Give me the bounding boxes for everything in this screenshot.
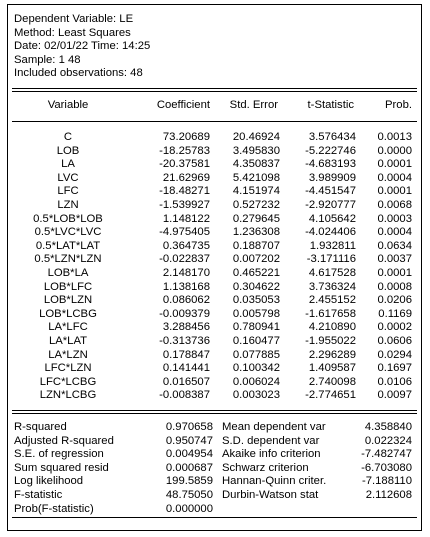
prob-cell: 0.0001: [377, 158, 412, 171]
variable-cell: 0.5*LVC*LVC: [34, 226, 102, 239]
coefficient-cell: 0.178847: [162, 348, 210, 361]
coefficient-cell: 3.288456: [162, 321, 210, 334]
prob-cell: 0.0068: [377, 198, 412, 211]
stat-value: -7.482747: [361, 448, 412, 461]
std-error-cell: 0.077885: [232, 348, 280, 361]
stat-label: Durbin-Watson stat: [222, 488, 319, 501]
variable-cell: C: [63, 131, 73, 143]
std-error-cell: 5.421098: [232, 171, 280, 184]
coefficient-cell: 1.148122: [162, 212, 210, 225]
t-statistic-cell: 4.210890: [308, 321, 356, 334]
coefficient-cell: 0.141441: [162, 362, 210, 375]
std-error-cell: 4.151974: [232, 185, 280, 198]
variable-cell: LOB: [56, 144, 80, 157]
t-statistic-cell: -2.774651: [305, 389, 356, 402]
stat-value: 0.950747: [165, 434, 213, 447]
stat-value: -6.703080: [361, 461, 412, 474]
variable-cell: LFC*LCBG: [39, 375, 97, 388]
stat-row: [8, 503, 423, 517]
coefficient-cell: 73.20689: [162, 131, 210, 143]
stat-label: F-statistic: [14, 488, 63, 501]
output-header: [14, 13, 150, 81]
stat-label: Hannan-Quinn criter.: [222, 475, 327, 488]
t-statistic-cell: -4.683193: [305, 158, 356, 171]
stat-label: S.E. of regression: [14, 448, 104, 461]
variable-cell: LA: [61, 158, 75, 171]
prob-cell: 0.0001: [377, 266, 412, 279]
coefficient-cell: 0.016507: [162, 375, 210, 388]
std-error-cell: 3.495830: [232, 144, 280, 157]
coefficient-cell: 0.086062: [162, 294, 210, 307]
stat-label: Akaike info criterion: [222, 448, 321, 461]
coefficient-cell: 0.364735: [162, 239, 210, 252]
col-std-error: Std. Error: [229, 99, 278, 111]
t-statistic-cell: -4.451547: [305, 185, 356, 198]
col-t-statistic: t-Statistic: [307, 99, 354, 111]
observations-line: Included observations: 48: [14, 67, 143, 80]
table-bottom-divider: [12, 410, 417, 414]
summary-statistics: [8, 421, 423, 516]
table-row: [8, 253, 423, 267]
t-statistic-cell: 2.455152: [308, 294, 356, 307]
prob-cell: 0.0606: [377, 334, 412, 347]
stat-row: [8, 421, 423, 435]
t-statistic-cell: 4.105642: [308, 212, 356, 225]
stat-row: [8, 448, 423, 462]
t-statistic-cell: 2.296289: [308, 348, 356, 361]
coefficient-cell: 2.148170: [162, 266, 210, 279]
table-row: [8, 185, 423, 199]
stat-label: Mean dependent var: [222, 421, 326, 433]
t-statistic-cell: 4.617528: [308, 266, 356, 279]
t-statistic-cell: -3.171116: [306, 253, 356, 266]
sample-line: Sample: 1 48: [14, 53, 81, 66]
column-header-divider: [12, 121, 417, 122]
stat-label: Sum squared resid: [14, 461, 109, 474]
prob-cell: 0.0097: [377, 389, 412, 402]
prob-cell: 0.0001: [377, 185, 412, 198]
variable-cell: LOB*LZN: [43, 294, 93, 307]
prob-cell: 0.0002: [377, 321, 412, 334]
stat-value: 0.022324: [364, 434, 412, 447]
variable-cell: LA*LZN: [48, 348, 88, 361]
t-statistic-cell: 3.576434: [308, 131, 356, 143]
coefficient-table-body: [8, 131, 423, 403]
std-error-cell: 0.279645: [232, 212, 280, 225]
table-row: [8, 376, 423, 390]
stat-row: [8, 475, 423, 489]
prob-cell: 0.0004: [377, 226, 412, 239]
stat-value: 48.75050: [165, 488, 213, 501]
prob-cell: 0.0003: [377, 212, 412, 225]
prob-cell: 0.1169: [378, 307, 412, 320]
stat-value: 2.112608: [365, 488, 412, 501]
coefficient-cell: 1.138168: [162, 280, 210, 293]
std-error-cell: 0.465221: [232, 266, 280, 279]
variable-cell: LA*LFC: [48, 321, 88, 334]
table-row: [8, 131, 423, 145]
prob-cell: 0.0206: [377, 294, 412, 307]
t-statistic-cell: 3.989909: [308, 171, 356, 184]
dependent-variable-line: Dependent Variable: LE: [14, 13, 134, 25]
table-row: [8, 362, 423, 376]
table-row: [8, 349, 423, 363]
table-row: [8, 145, 423, 159]
t-statistic-cell: -2.920777: [305, 198, 356, 211]
std-error-cell: 0.304622: [232, 280, 280, 293]
prob-cell: 0.0004: [377, 171, 412, 184]
table-row: [8, 158, 423, 172]
t-statistic-cell: -5.222746: [305, 144, 356, 157]
stat-label: Log likelihood: [14, 475, 84, 488]
stat-row: [8, 462, 423, 476]
stat-label: Prob(F-statistic): [14, 502, 94, 515]
prob-cell: 0.0294: [377, 348, 412, 361]
stat-value: 0.970658: [165, 421, 213, 433]
prob-cell: 0.1697: [377, 362, 412, 375]
header-divider: [12, 88, 417, 92]
t-statistic-cell: 1.409587: [308, 362, 356, 375]
variable-cell: LZN: [57, 198, 79, 211]
table-row: [8, 294, 423, 308]
std-error-cell: 0.007202: [232, 253, 280, 266]
std-error-cell: 0.160477: [232, 334, 280, 347]
method-line: Method: Least Squares: [14, 26, 131, 39]
t-statistic-cell: -4.024406: [305, 226, 356, 239]
coefficient-cell: -0.008387: [159, 389, 210, 402]
table-row: [8, 308, 423, 322]
stat-value: 0.000000: [165, 502, 213, 515]
col-prob: Prob.: [384, 99, 412, 111]
variable-cell: LZN*LCBG: [39, 389, 97, 402]
prob-cell: 0.0000: [377, 144, 412, 157]
coefficient-cell: -18.25783: [159, 144, 210, 157]
std-error-cell: 0.035053: [232, 294, 280, 307]
stat-label: R-squared: [14, 421, 67, 433]
variable-cell: 0.5*LZN*LZN: [34, 253, 102, 266]
stat-label: Adjusted R-squared: [14, 434, 114, 447]
t-statistic-cell: 1.932811: [309, 239, 356, 252]
std-error-cell: 0.005798: [232, 307, 280, 320]
coefficient-cell: -0.022837: [159, 253, 210, 266]
variable-cell: LOB*LA: [47, 266, 89, 279]
stat-row: [8, 489, 423, 503]
t-statistic-cell: -1.955022: [305, 334, 356, 347]
t-statistic-cell: 3.736324: [308, 280, 356, 293]
stat-label: Schwarz criterion: [222, 461, 309, 474]
variable-cell: LFC*LZN: [44, 362, 92, 375]
t-statistic-cell: -1.617658: [305, 307, 356, 320]
prob-cell: 0.0106: [377, 375, 412, 388]
variable-cell: LA*LAT: [48, 334, 88, 347]
variable-cell: LFC: [57, 185, 79, 198]
std-error-cell: 0.527232: [232, 198, 280, 211]
stat-row: [8, 435, 423, 449]
stat-value: 0.000687: [165, 461, 213, 474]
regression-output-panel: [7, 4, 422, 531]
table-row: [8, 389, 423, 403]
footer-divider: [12, 517, 417, 518]
col-coefficient: Coefficient: [156, 99, 210, 111]
std-error-cell: 1.236308: [232, 226, 280, 239]
stat-value: 4.358840: [364, 421, 412, 433]
std-error-cell: 0.780941: [232, 321, 280, 334]
coefficient-table-header: [8, 99, 423, 113]
t-statistic-cell: 2.740098: [308, 375, 356, 388]
std-error-cell: 0.188707: [232, 239, 280, 252]
std-error-cell: 0.006024: [232, 375, 280, 388]
variable-cell: LVC: [57, 171, 79, 184]
date-time-line: Date: 02/01/22 Time: 14:25: [14, 40, 151, 53]
prob-cell: 0.0634: [377, 239, 412, 252]
coefficient-cell: -0.009379: [159, 307, 210, 320]
prob-cell: 0.0037: [377, 253, 412, 266]
table-row: [8, 321, 423, 335]
table-row: [8, 226, 423, 240]
col-variable: Variable: [47, 99, 89, 111]
variable-cell: 0.5*LOB*LOB: [33, 212, 103, 225]
std-error-cell: 20.46924: [232, 131, 280, 143]
coefficient-cell: -18.48271: [159, 185, 210, 198]
table-row: [8, 172, 423, 186]
std-error-cell: 0.003023: [232, 389, 280, 402]
table-row: [8, 199, 423, 213]
std-error-cell: 4.350837: [232, 158, 280, 171]
stat-value: 0.004954: [165, 448, 213, 461]
stat-label: S.D. dependent var: [222, 434, 320, 447]
table-row: [8, 267, 423, 281]
table-row: [8, 213, 423, 227]
variable-cell: LOB*LCBG: [39, 307, 97, 320]
stat-value: 199.5859: [165, 475, 213, 488]
coefficient-cell: 21.62969: [162, 171, 210, 184]
table-row: [8, 335, 423, 349]
coefficient-cell: -4.975405: [159, 226, 210, 239]
prob-cell: 0.0008: [377, 280, 412, 293]
variable-cell: 0.5*LAT*LAT: [35, 239, 101, 252]
table-row: [8, 240, 423, 254]
stat-value: -7.188110: [361, 475, 412, 488]
variable-cell: LOB*LFC: [43, 280, 93, 293]
coefficient-cell: -0.313736: [159, 334, 210, 347]
std-error-cell: 0.100342: [232, 362, 280, 375]
coefficient-cell: -1.539927: [159, 198, 210, 211]
table-row: [8, 281, 423, 295]
coefficient-cell: -20.37581: [159, 158, 210, 171]
prob-cell: 0.0013: [377, 131, 412, 143]
